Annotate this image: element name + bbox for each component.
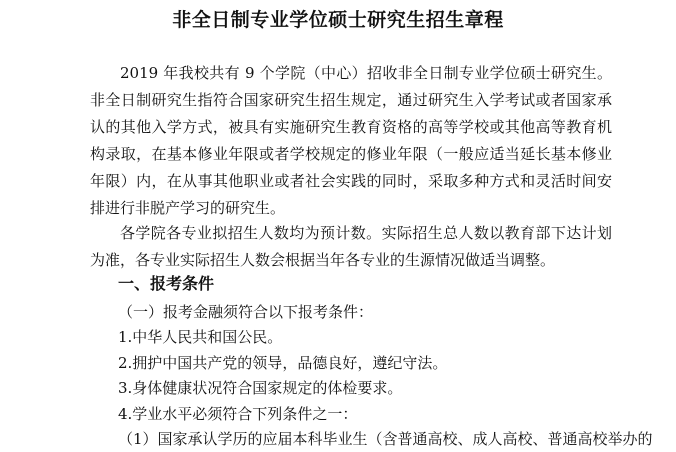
condition-item: 3.身体健康状况符合国家规定的体检要求。: [118, 379, 403, 397]
condition-item: 4.学业水平必须符合下列条件之一：: [118, 405, 358, 423]
subsection-heading: （一）报考金融须符合以下报考条件：: [118, 303, 374, 321]
condition-item: 1.中华人民共和国公民。: [118, 328, 283, 346]
condition-item: 2.拥护中国共产党的领导，品德良好，遵纪守法。: [118, 354, 448, 372]
document-title: 非全日制专业学位硕士研究生招生章程: [172, 9, 504, 31]
condition-subitem: （1）国家承认学历的应届本科毕业生（含普通高校、成人高校、普通高校举办的: [118, 430, 653, 448]
section-heading: 一、报考条件: [118, 274, 215, 293]
intro-paragraph: 2019 年我校共有 9 个学院（中心）招收非全日制专业学位硕士研究生。非全日制研究生指符合国家研究生招生规定，通过研究生入学考试或者国家承认的其他入学方式，被具有实施研究生教育资格的高等学校或其他高等教育机构录取，在基本修业年限或者学校规定的修业年限（一般应适当延长基本修业年限）内，在从事其他职业或者社会实践的同时，采取多种方式和灵活时间安排进行非脱产学习的研究生。: [90, 64, 612, 217]
enrollment-paragraph: 各学院各专业拟招生人数均为预计数。实际招生总人数以教育部下达计划为准，各专业实际招生人数会根据当年各专业的生源情况做适当调整。: [90, 224, 612, 269]
